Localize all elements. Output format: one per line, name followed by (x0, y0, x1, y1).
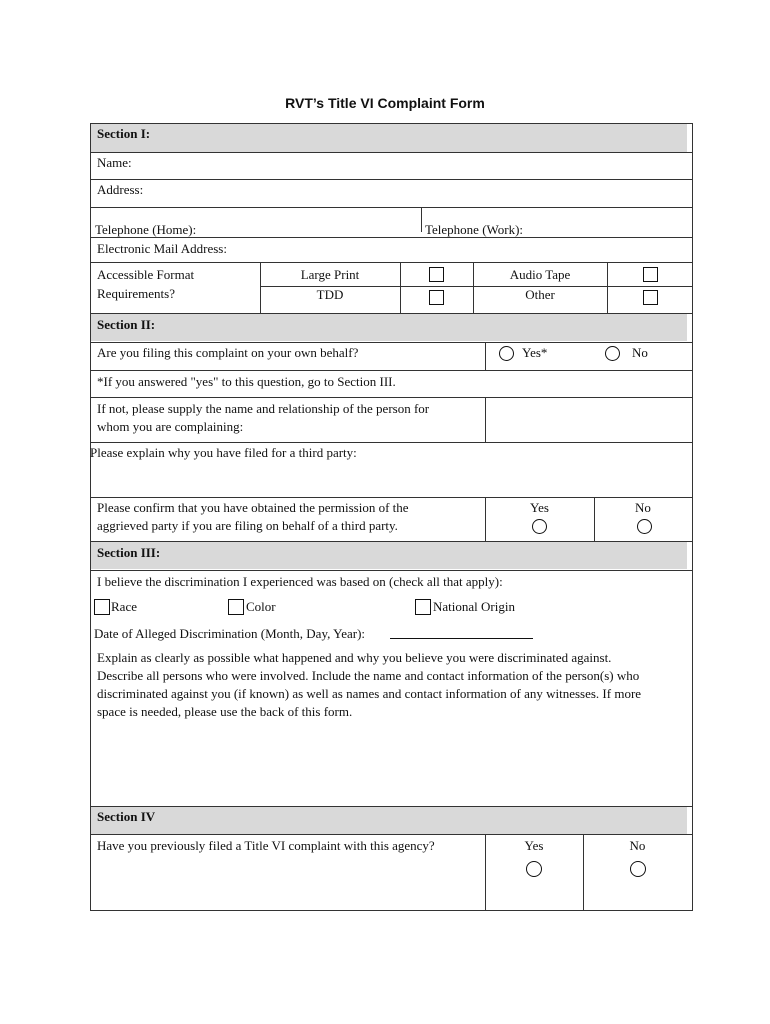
email-label: Electronic Mail Address: (97, 241, 227, 256)
permission-no-radio[interactable] (637, 519, 652, 534)
if-not-label-2: whom you are complaining: (97, 419, 244, 434)
tel-home-field[interactable] (210, 208, 418, 236)
explain-text-1: Explain as clearly as possible what happened and why you believe you were discriminated against. (97, 650, 612, 665)
third-party-explain-label: Please explain why you have filed for a third party: (90, 445, 357, 460)
other-checkbox[interactable] (643, 290, 658, 305)
tdd-checkbox[interactable] (429, 290, 444, 305)
own-behalf-yes-radio[interactable] (499, 346, 514, 361)
name-label: Name: (97, 155, 132, 170)
section-1-band (91, 124, 687, 152)
explain-text-2: Describe all persons who were involved. Include the name and contact information of the person(s) who (97, 668, 640, 683)
address-label: Address: (97, 182, 144, 197)
large-print-label: Large Print (300, 267, 360, 282)
previous-no-label: No (629, 838, 646, 853)
audio-tape-label: Audio Tape (509, 267, 571, 282)
own-behalf-no-label: No (632, 345, 648, 360)
explain-text-4: space is needed, please use the back of this form. (97, 704, 353, 719)
explain-field[interactable] (92, 722, 690, 804)
tel-home-label: Telephone (Home): (95, 222, 197, 237)
section-3-note: *If you answered "yes" to this question, go to Section III. (97, 374, 396, 389)
national-origin-checkbox[interactable] (415, 599, 431, 615)
date-field[interactable] (390, 638, 533, 639)
section-3-heading: Section III: (97, 545, 161, 560)
section-4-heading: Section IV (97, 809, 156, 824)
form-title: RVT’s Title VI Complaint Form (285, 95, 485, 111)
basis-question: I believe the discrimination I experienced was based on (check all that apply): (97, 574, 503, 589)
previous-yes-radio[interactable] (526, 861, 542, 877)
permission-label: Please confirm that you have obtained the permission of the (97, 500, 409, 515)
section-2-heading: Section II: (97, 317, 156, 332)
explain-text-3: discriminated against you (if known) as well as names and contact information of any witnesses. If more (97, 686, 642, 701)
race-label: Race (111, 599, 137, 614)
address-field[interactable] (152, 180, 690, 206)
audio-tape-checkbox[interactable] (643, 267, 658, 282)
date-label: Date of Alleged Discrimination (Month, Day, Year): (94, 626, 366, 641)
permission-yes-radio[interactable] (532, 519, 547, 534)
previous-yes-label: Yes (524, 838, 544, 853)
email-field[interactable] (240, 238, 690, 261)
section-3-band (91, 541, 687, 569)
form-right-border (692, 123, 693, 910)
race-checkbox[interactable] (94, 599, 110, 615)
tel-work-label: Telephone (Work): (425, 222, 524, 237)
complaining-for-field[interactable] (487, 398, 691, 441)
section-1-heading: Section I: (97, 126, 151, 141)
national-origin-label: National Origin (433, 599, 515, 614)
tel-work-field[interactable] (535, 208, 690, 236)
name-field[interactable] (140, 153, 690, 178)
permission-label-2: aggrieved party if you are filing on behalf of a third party. (97, 518, 398, 533)
own-behalf-question: Are you filing this complaint on your own behalf? (97, 345, 359, 360)
if-not-label: If not, please supply the name and relationship of the person for (97, 401, 430, 416)
previous-complaint-question: Have you previously filed a Title VI complaint with this agency? (97, 838, 435, 853)
own-behalf-no-radio[interactable] (605, 346, 620, 361)
form-left-border (90, 123, 91, 910)
other-label: Other (525, 287, 555, 302)
section-2-band (91, 313, 687, 341)
third-party-explain-field[interactable] (92, 463, 690, 496)
previous-no-radio[interactable] (630, 861, 646, 877)
permission-yes-label: Yes (530, 500, 549, 515)
permission-no-label: No (635, 500, 651, 515)
tdd-label: TDD (316, 287, 344, 302)
format-label-2: Requirements? (97, 286, 175, 301)
large-print-checkbox[interactable] (429, 267, 444, 282)
color-label: Color (246, 599, 276, 614)
own-behalf-yes-label: Yes* (522, 345, 548, 360)
format-label: Accessible Format (97, 267, 195, 282)
color-checkbox[interactable] (228, 599, 244, 615)
section-4-band (91, 806, 687, 834)
